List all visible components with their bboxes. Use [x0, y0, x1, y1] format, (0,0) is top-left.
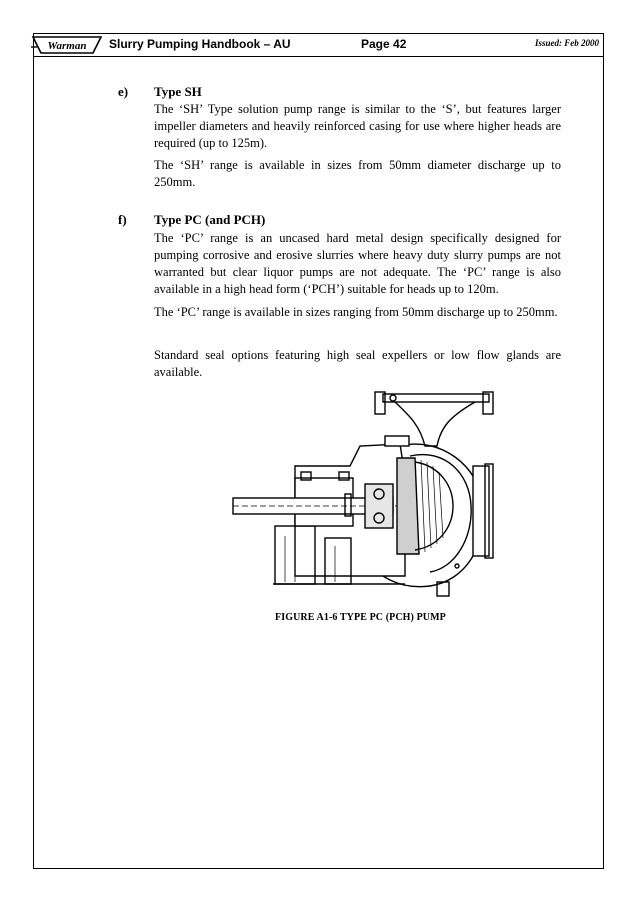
warman-logo — [31, 35, 103, 55]
logo-text: Warman — [47, 40, 87, 52]
figure-caption: FIGURE A1-6 TYPE PC (PCH) PUMP — [275, 612, 446, 623]
page-header — [33, 33, 604, 57]
pump-cross-section-figure — [225, 386, 505, 606]
paragraph: The ‘PC’ range is available in sizes ranging from 50mm discharge up to 250mm. — [154, 305, 558, 319]
page-number: Page 42 — [361, 37, 407, 51]
handbook-title: Slurry Pumping Handbook – AU — [109, 37, 291, 51]
section-heading: Type PC (and PCH) — [154, 212, 266, 227]
section-marker: e) — [118, 84, 129, 99]
paragraph: Standard seal options featuring high seal expellers or low flow glands are available. — [154, 348, 561, 379]
paragraph: The ‘SH’ range is available in sizes from 50mm diameter discharge up to 250mm. — [154, 158, 561, 189]
issued-date: Issued: Feb 2000 — [534, 38, 599, 48]
paragraph: The ‘SH’ Type solution pump range is similar to the ‘S’, but features larger impeller diameters and heavily reinforced casing for use where higher heads are required (up to 125m). — [154, 102, 561, 150]
section-heading: Type SH — [154, 84, 202, 99]
paragraph: The ‘PC’ range is an uncased hard metal design specifically designed for pumping corrosive and erosive slurries where heavy duty slurry pumps are not warranted but clear liquor pumps are not adequate. The ‘PC’ range is also available in a high head form (‘PCH’) suitable for heads up to 120m. — [154, 231, 561, 296]
section-marker: f) — [118, 212, 127, 227]
